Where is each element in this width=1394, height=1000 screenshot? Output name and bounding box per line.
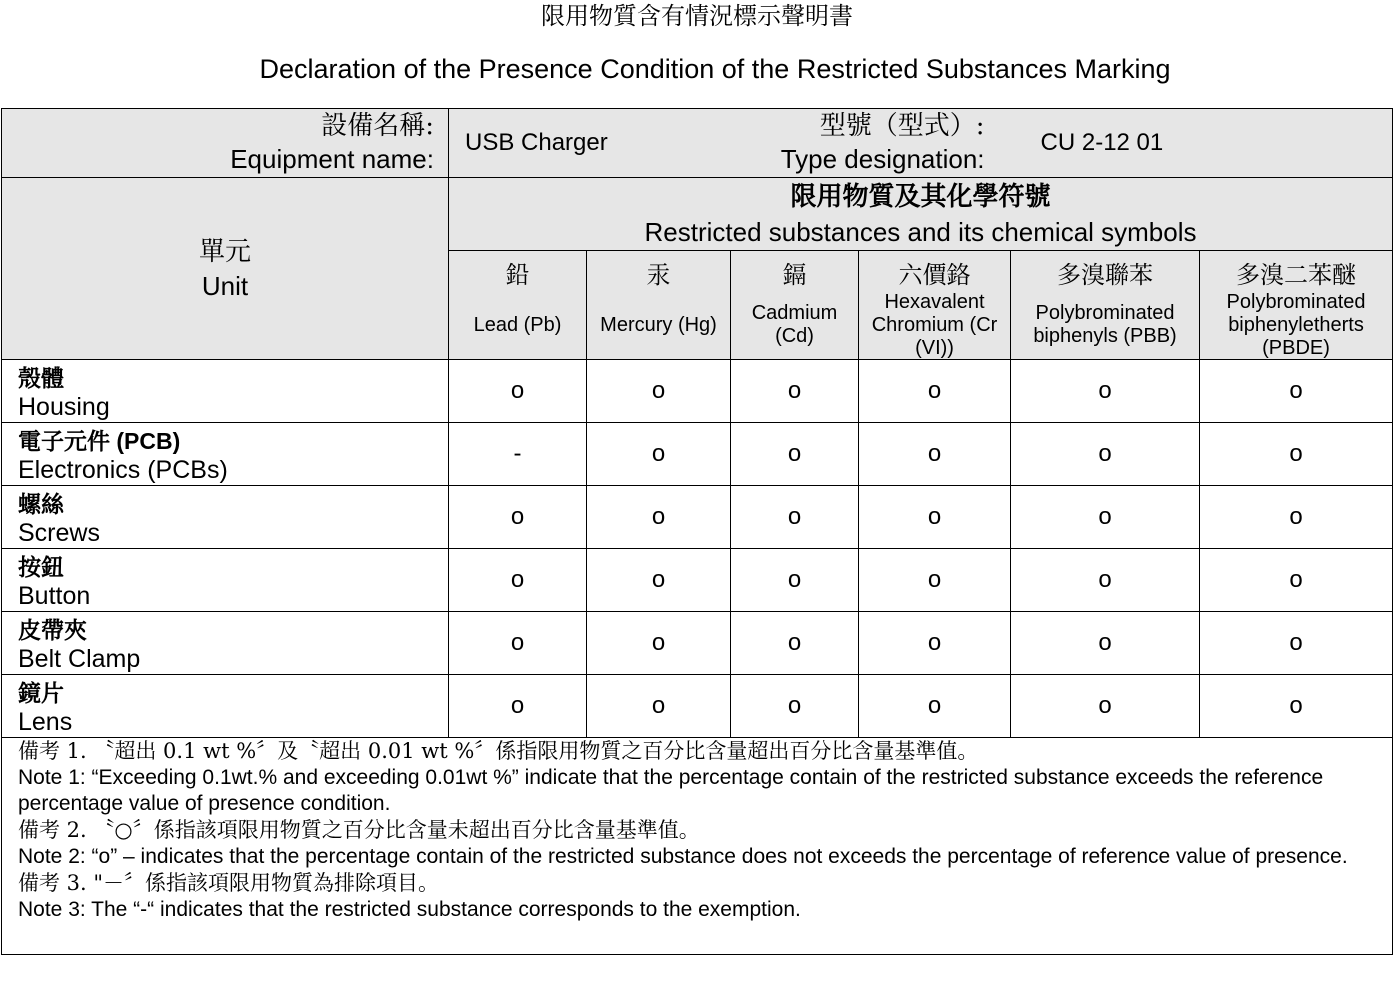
presence-mark: o — [859, 612, 1011, 675]
presence-mark: o — [449, 549, 587, 612]
presence-mark: o — [1011, 360, 1200, 423]
note-2-zh: 備考 2. 〝○〞係指該項限用物質之百分比含量未超出百分比含量基準值。 — [18, 818, 700, 842]
notes-section — [2, 738, 1393, 955]
presence-mark: o — [449, 486, 587, 549]
table-row — [2, 486, 1393, 549]
type-designation-value: CU 2-12 01 — [1011, 109, 1393, 178]
note-3-zh: 備考 3. "－〞係指該項限用物質為排除項目。 — [18, 871, 440, 895]
substance-column-lead — [449, 251, 587, 360]
equipment-name-label-en: Equipment name: — [230, 144, 434, 174]
presence-mark: o — [1200, 612, 1393, 675]
type-designation-label-zh: 型號（型式）: — [819, 111, 985, 141]
equipment-name-label-zh: 設備名稱: — [321, 111, 434, 141]
presence-mark: o — [587, 423, 731, 486]
equipment-row — [2, 109, 1393, 178]
document-title-chinese: 限用物質含有情況標示聲明書 — [541, 2, 853, 30]
substance-name-zh: 鉛 — [505, 261, 530, 289]
presence-mark: o — [449, 612, 587, 675]
presence-mark: o — [1011, 549, 1200, 612]
presence-mark: o — [1200, 675, 1393, 738]
unit-name-zh: 按鈕 — [18, 554, 64, 580]
presence-mark: o — [587, 360, 731, 423]
type-designation-label-en: Type designation: — [780, 144, 985, 174]
substance-name-zh: 多溴聯苯 — [1057, 261, 1154, 289]
unit-cell — [2, 423, 449, 486]
notes-row — [2, 738, 1393, 955]
unit-name-en: Screws — [18, 519, 100, 547]
unit-name-zh: 皮帶夾 — [18, 617, 87, 643]
substance-name-zh: 六價鉻 — [898, 261, 971, 289]
note-2-en: Note 2: “o” – indicates that the percentage contain of the restricted substance does not exceeds the percentage of reference value of presence. — [18, 845, 1348, 868]
table-row — [2, 675, 1393, 738]
unit-name-en: Electronics (PCBs) — [18, 456, 228, 484]
unit-cell — [2, 360, 449, 423]
document-title-english: Declaration of the Presence Condition of the Restricted Substances Marking — [259, 54, 1171, 84]
unit-name-en: Lens — [18, 708, 73, 736]
presence-mark: - — [449, 423, 587, 486]
presence-mark: o — [1011, 675, 1200, 738]
presence-mark: o — [731, 423, 859, 486]
substance-name-en: Hexavalent Chromium (Cr (VI)) — [871, 290, 998, 359]
presence-mark: o — [1011, 486, 1200, 549]
note-1-en: Note 1: “Exceeding 0.1wt.% and exceeding 0.01wt %” indicate that the percentage contain of the restricted substance exceeds the reference percentage value of presence condition. — [18, 766, 1324, 815]
substance-name-en: Mercury (Hg) — [600, 313, 717, 336]
substance-name-en: Lead (Pb) — [473, 313, 562, 336]
substance-column-pbde — [1200, 251, 1393, 360]
substance-column-cadmium — [731, 251, 859, 360]
presence-mark: o — [731, 675, 859, 738]
unit-name-zh: 電子元件 (PCB) — [18, 428, 181, 454]
substance-column-hexavalent-chromium — [859, 251, 1011, 360]
substance-column-mercury — [587, 251, 731, 360]
restricted-substances-header-zh: 限用物質及其化學符號 — [790, 181, 1051, 211]
table-row — [2, 360, 1393, 423]
unit-header-en: Unit — [201, 270, 249, 301]
presence-mark: o — [859, 549, 1011, 612]
presence-mark: o — [449, 360, 587, 423]
equipment-name-value: USB Charger — [449, 109, 731, 178]
substance-name-zh: 鎘 — [782, 261, 807, 289]
restricted-substances-table — [1, 108, 1393, 955]
substance-name-zh: 多溴二苯醚 — [1236, 261, 1357, 289]
table-row — [2, 549, 1393, 612]
restricted-substances-header-en: Restricted substances and its chemical symbols — [644, 217, 1197, 247]
substance-name-en: Cadmium (Cd) — [751, 302, 838, 347]
table-row — [2, 423, 1393, 486]
presence-mark: o — [587, 612, 731, 675]
presence-mark: o — [731, 486, 859, 549]
note-3-en: Note 3: The “-“ indicates that the restricted substance corresponds to the exemption. — [18, 898, 801, 921]
equipment-name-label — [2, 109, 449, 178]
unit-cell — [2, 486, 449, 549]
presence-mark: o — [1200, 486, 1393, 549]
restricted-substances-header — [449, 178, 1393, 251]
presence-mark: o — [587, 549, 731, 612]
note-1-zh: 備考 1. 〝超出 0.1 wt %〞及〝超出 0.01 wt %〞係指限用物質之百分比含量超出百分比含量基準值。 — [18, 739, 979, 763]
presence-mark: o — [1011, 423, 1200, 486]
presence-mark: o — [859, 486, 1011, 549]
presence-mark: o — [587, 675, 731, 738]
unit-header-zh: 單元 — [198, 236, 251, 267]
unit-name-en: Housing — [18, 393, 110, 421]
unit-header — [2, 178, 449, 360]
presence-mark: o — [1200, 549, 1393, 612]
substance-column-pbb — [1011, 251, 1200, 360]
presence-mark: o — [1200, 360, 1393, 423]
presence-mark: o — [731, 549, 859, 612]
presence-mark: o — [1011, 612, 1200, 675]
presence-mark: o — [859, 423, 1011, 486]
table-row — [2, 612, 1393, 675]
presence-mark: o — [731, 360, 859, 423]
presence-mark: o — [859, 360, 1011, 423]
unit-name-en: Belt Clamp — [18, 645, 141, 673]
presence-mark: o — [1200, 423, 1393, 486]
unit-name-zh: 鏡片 — [18, 680, 64, 706]
substance-name-en: Polybrominated biphenyletherts (PBDE) — [1226, 290, 1366, 359]
unit-name-zh: 殼體 — [18, 365, 64, 391]
unit-name-zh: 螺絲 — [18, 491, 64, 517]
substance-name-zh: 汞 — [646, 261, 671, 289]
unit-cell — [2, 675, 449, 738]
presence-mark: o — [449, 675, 587, 738]
substance-name-en: Polybrominated biphenyls (PBB) — [1033, 302, 1177, 347]
presence-mark: o — [859, 675, 1011, 738]
type-designation-label — [731, 109, 1011, 178]
presence-mark: o — [587, 486, 731, 549]
unit-name-en: Button — [18, 582, 91, 610]
unit-cell — [2, 612, 449, 675]
presence-mark: o — [731, 612, 859, 675]
substances-header-row — [2, 178, 1393, 251]
unit-cell — [2, 549, 449, 612]
